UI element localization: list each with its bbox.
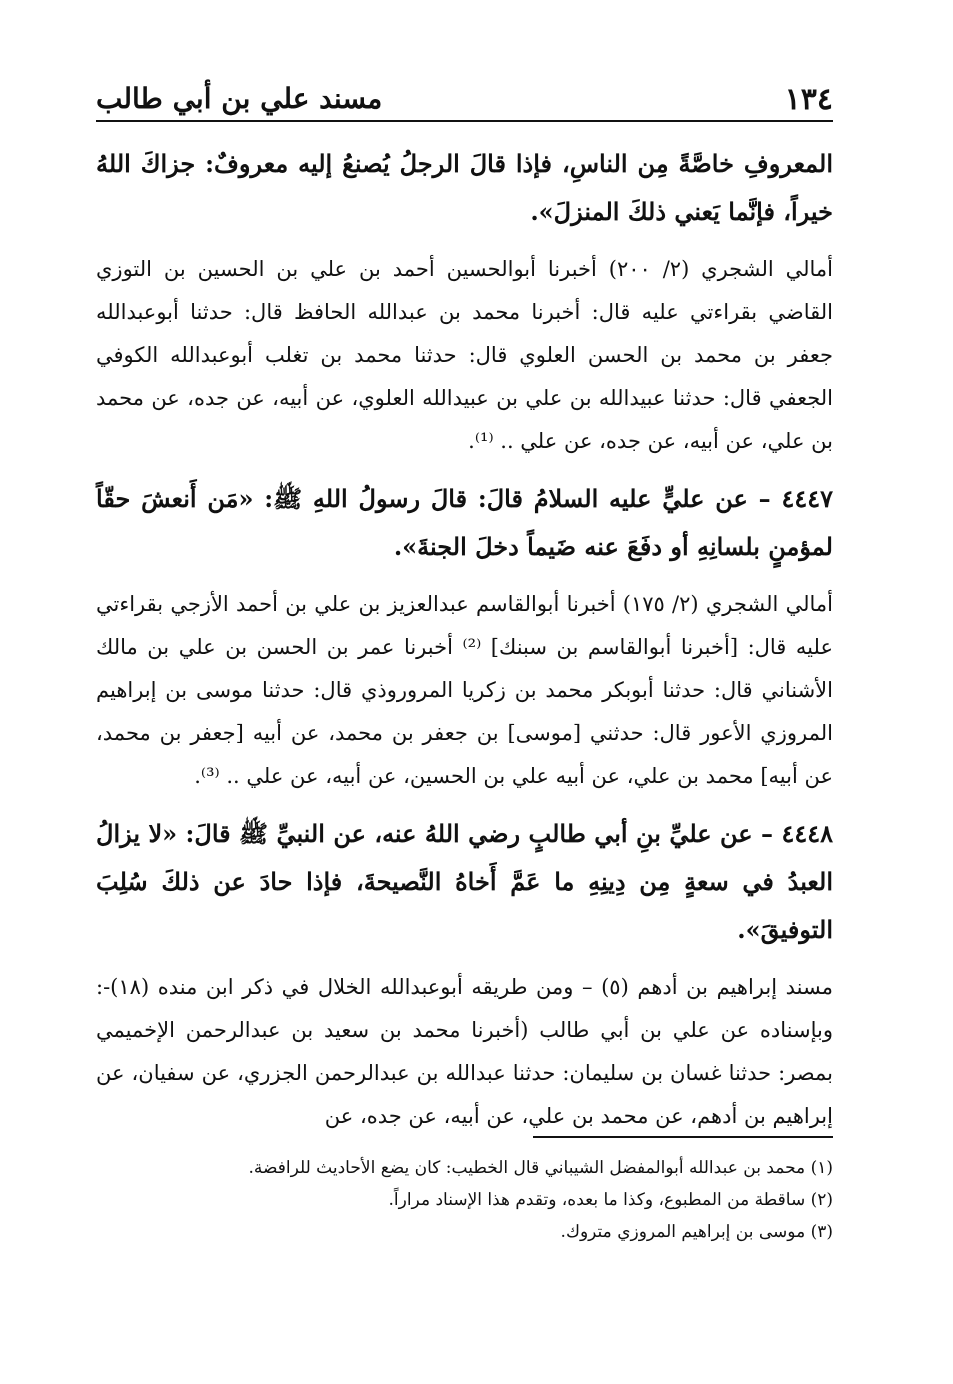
isnad-paragraph: أمالي الشجري (٢/ ١٧٥) أخبرنا أبوالقاسم عبدالعزيز بن علي بن أحمد الأزجي بقراءتي عليه قال: [أخبرنا أبوالقاسم بن سبنك] ⁽²⁾ أخبرنا عمر بن الحسن بن علي بن مالك الأشناني قال: حدثنا أبوبكر محمد بن زكريا المروروذي قال: حدثنا موسى بن إبراهيم المروزي الأعور قال: حدثني [موسى] بن جعفر بن محمد، عن أبيه [جعفر بن محمد، عن أبيه] محمد بن علي، عن أبيه علي بن الحسين، عن أبيه، عن علي .. ⁽³⁾. xyxy=(96,592,833,788)
hadith-4448: ٤٤٤٨ – عن عليِّ بنِ أبي طالبٍ رضي اللهُ عنه، عن النبيِّ ﷺ قالَ: «لا يزالُ العبدُ في سعةٍ مِن دِينِهِ ما عَمَّ أَخاهُ النَّصيحةَ، فإذا حادَ عن ذلكَ سُلِبَ التوفيقَ». xyxy=(96,819,833,944)
footnote-divider xyxy=(533,1136,833,1138)
footnote-2: (٢) ساقطة من المطبوع، وكذا ما بعده، وتقدم هذا الإسناد مراراً. xyxy=(388,1190,833,1210)
footnote-1: (١) محمد بن عبدالله أبوالمفضل الشيباني قال الخطيب: كان يضع الأحاديث للرافضة. xyxy=(248,1158,833,1178)
isnad-paragraph: مسند إبراهيم بن أدهم (٥) – ومن طريقه أبوعبدالله الخلال في ذكر ابن منده (١٨)-: وبإسناده عن علي بن أبي طالب (أخبرنا محمد بن سعيد بن عبدالرحمن الإخميمي بمصر: حدثنا غسان بن سليمان: حدثنا عبدالله بن عبدالرحمن الجزري، عن سفيان، عن إبراهيم بن أدهم، عن محمد بن علي، عن أبيه، عن جده، عن xyxy=(96,975,833,1128)
running-title: مسند علي بن أبي طالب xyxy=(96,82,383,115)
hadith-continuation: المعروفِ خاصَّةً مِن الناسِ، فإذا قالَ الرجلُ يُصنعُ إليه معروفٌ: جزاكَ اللهُ خيراً، فإنَّما يَعني ذلكَ المنزلَ». xyxy=(96,149,833,226)
page-number: ١٣٤ xyxy=(784,82,833,117)
isnad-paragraph: أمالي الشجري (٢/ ٢٠٠) أخبرنا أبوالحسين أحمد بن علي بن الحسين بن التوزي القاضي بقراءتي عليه قال: أخبرنا محمد بن عبدالله الحافظ قال: حدثنا أبوعبدالله جعفر بن محمد بن الحسن العلوي قال: حدثنا محمد بن تغلب أبوعبدالله الكوفي الجعفي قال: حدثنا عبيدالله بن علي بن عبيدالله العلوي، عن أبيه، عن جده، عن محمد بن علي، عن أبيه، عن جده، عن علي .. ⁽¹⁾. xyxy=(96,257,833,453)
hadith-4447: ٤٤٤٧ – عن عليٍّ عليه السلامُ قالَ: قالَ رسولُ اللهِ ﷺ: «مَن أَنعشَ حقّاً لمؤمنٍ بلسانِهِ أو دفَعَ عنه ضَيماً دخلَ الجنةَ». xyxy=(96,484,833,561)
footnote-3: (٣) موسى بن إبراهيم المروزي متروك. xyxy=(560,1222,833,1242)
page-header xyxy=(96,80,833,122)
main-text xyxy=(96,140,833,1150)
footnotes xyxy=(96,1152,833,1248)
